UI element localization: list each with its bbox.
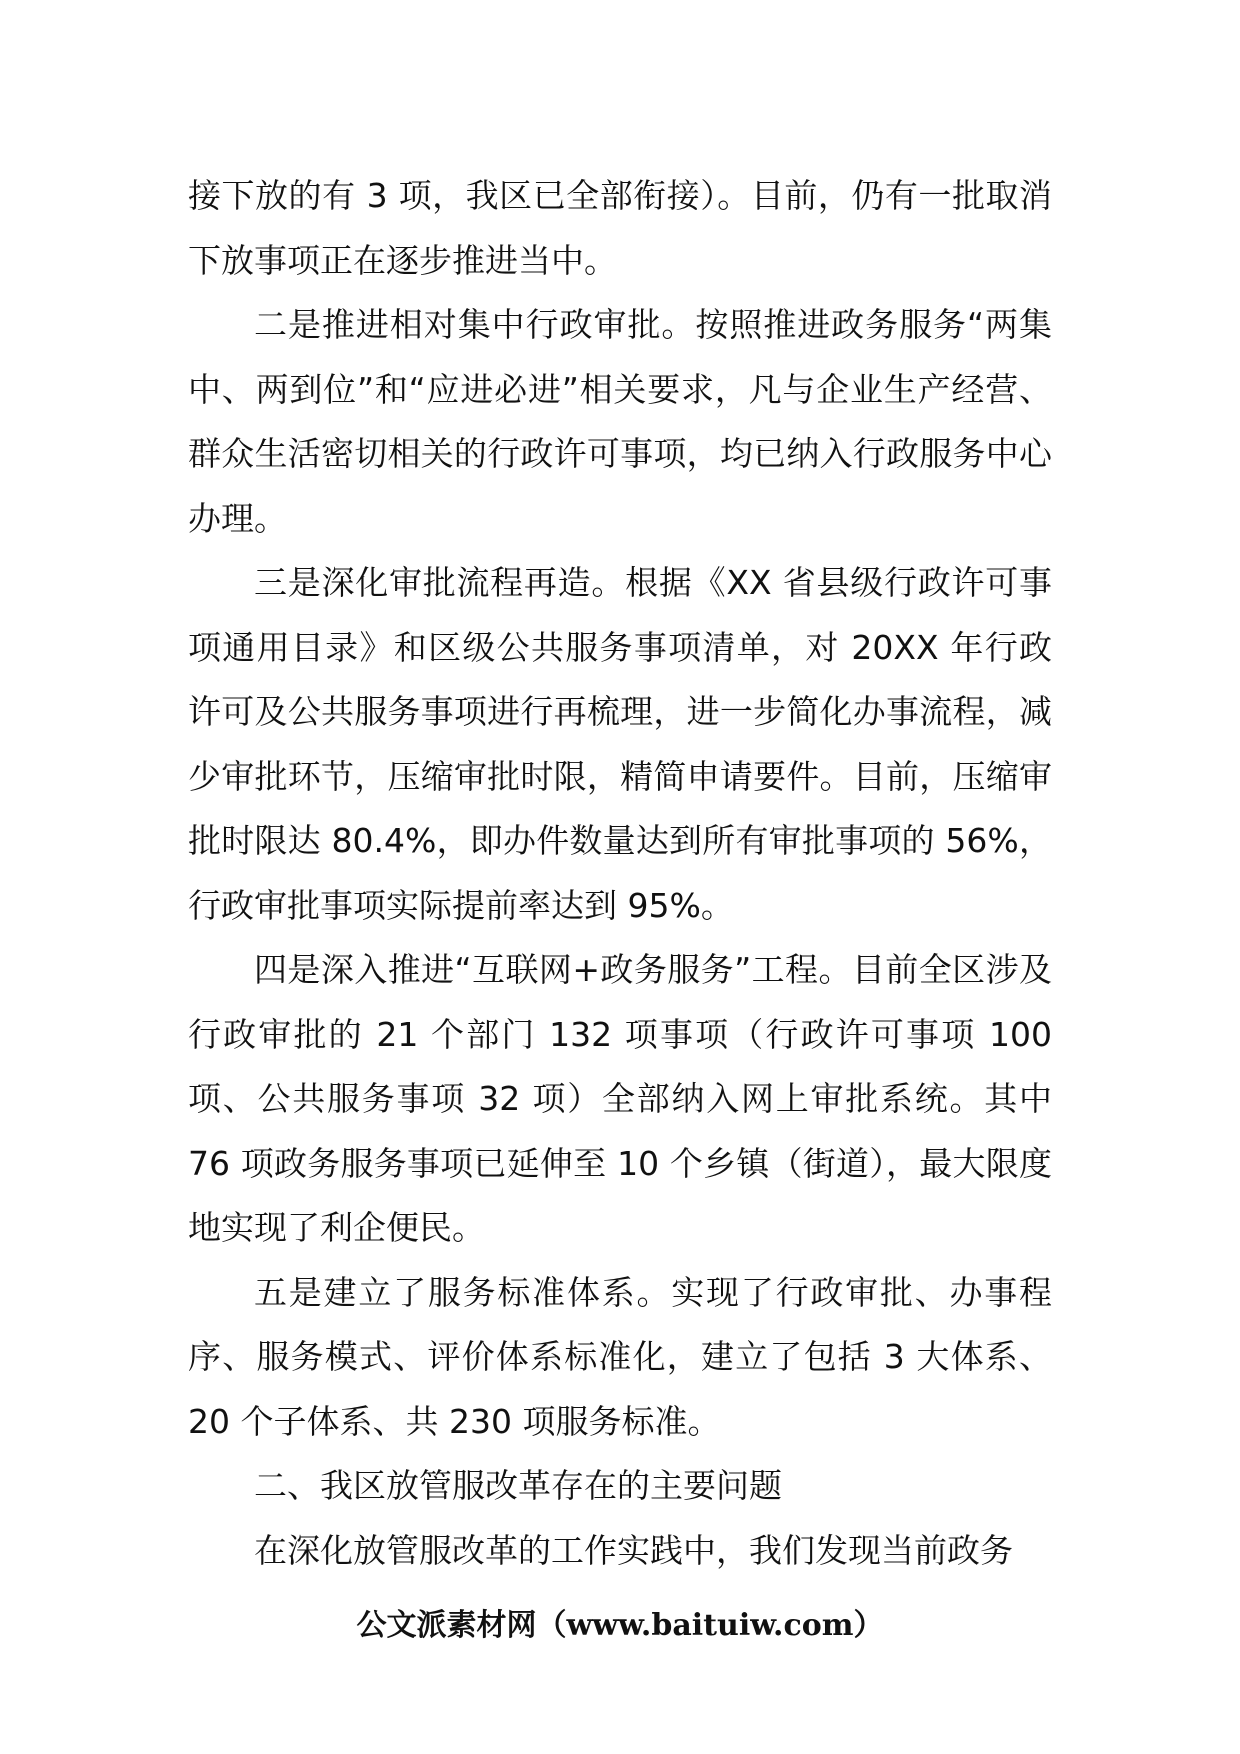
section-heading: 二、我区放管服改革存在的主要问题 bbox=[254, 1466, 782, 1505]
paragraph-section-intro: 在深化放管服改革的工作实践中，我们发现当前政务 bbox=[254, 1530, 1013, 1570]
paragraph-item-four: 四是深入推进“互联网+政务服务”工程。目前全区涉及行政审批的 21 个部门 132 项事项（行政许可事项 100 项、公共服务事项 32 项）全部纳入网上审批系统。其中 76 项政务服务事项已延伸至 10 个乡镇（街道），最大限度地实现了利企便民。 bbox=[188, 950, 1052, 1247]
document-body bbox=[188, 164, 1052, 1583]
paragraph-continuation: 接下放的有 3 项，我区已全部衔接）。目前，仍有一批取消下放事项正在逐步推进当中。 bbox=[188, 176, 1052, 280]
footer-watermark: 公文派素材网（www.baituiw.com） bbox=[356, 1608, 884, 1643]
paragraph-item-two: 二是推进相对集中行政审批。按照推进政务服务“两集中、两到位”和“应进必进”相关要求，凡与企业生产经营、群众生活密切相关的行政许可事项，均已纳入行政服务中心办理。 bbox=[188, 305, 1052, 538]
paragraph-item-three: 三是深化审批流程再造。根据《XX 省县级行政许可事项通用目录》和区级公共服务事项清单，对 20XX 年行政许可及公共服务事项进行再梳理，进一步简化办事流程，减少审批环节，压缩审批时限，精简申请要件。目前，压缩审批时限达 80.4%，即办件数量达到所有审批事项的 56%，行政审批事项实际提前率达到 95%。 bbox=[188, 563, 1052, 925]
paragraph-item-five: 五是建立了服务标准体系。实现了行政审批、办事程序、服务模式、评价体系标准化，建立了包括 3 大体系、20 个子体系、共 230 项服务标准。 bbox=[188, 1272, 1052, 1441]
